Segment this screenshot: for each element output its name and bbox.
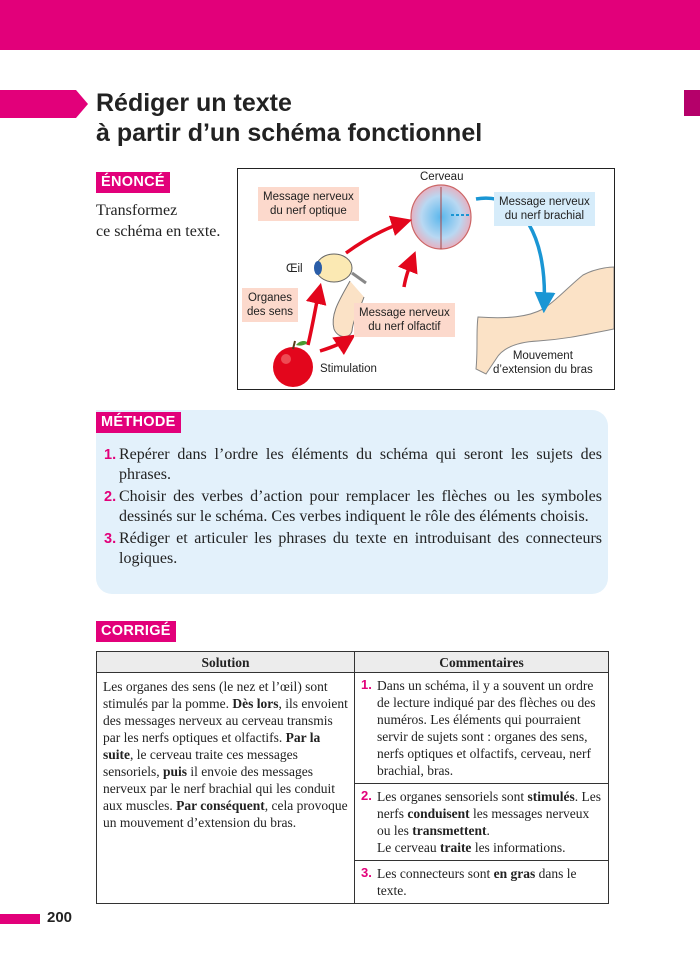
methode-item-number: 1. — [104, 447, 117, 463]
label-oeil: Œil — [286, 263, 303, 275]
solution-text: , cela provoque un mouvement d’extension du bras. — [103, 798, 348, 830]
commentaires-cell — [355, 673, 609, 904]
comment-number: 1. — [361, 677, 372, 692]
header-solution: Solution — [97, 652, 355, 673]
methode-item-text: Rédiger et articuler les phrases du texte en introduisant des connecteurs logiques. — [119, 530, 602, 567]
label-organes — [242, 288, 298, 322]
label-msg-brachial-l1: Message nerveux — [499, 196, 590, 208]
comment-box-3 — [355, 861, 608, 903]
comment-number: 2. — [361, 788, 372, 803]
arrow-nose-to-brain — [404, 255, 414, 287]
solution-cell — [97, 673, 355, 904]
brain-icon — [411, 185, 471, 249]
header-commentaires: Commentaires — [355, 652, 609, 673]
corrige-table — [96, 651, 609, 904]
solution-text: , le cerveau traite ces messages sensoriels, — [103, 747, 298, 779]
comment-box-1 — [355, 673, 608, 784]
methode-item-number: 3. — [104, 531, 117, 547]
methode-item-text: Choisir des verbes d’action pour remplacer les flèches ou les symboles dessinés sur le schéma. Ces verbes indiquent le rôle des éléments choisis. — [119, 488, 602, 525]
connector-bold: Par conséquent — [176, 798, 265, 813]
apple-icon — [273, 341, 313, 387]
label-msg-olfactif-l2: du nerf olfactif — [368, 321, 441, 333]
verb-bold: en gras — [493, 866, 536, 881]
methode-item — [104, 445, 602, 485]
comment-text: dans le texte. — [377, 866, 577, 898]
label-msg-brachial-l2: du nerf brachial — [504, 210, 585, 222]
connector-bold: puis — [163, 764, 188, 779]
label-msg-optique — [258, 187, 359, 221]
comment-box-2 — [355, 784, 608, 861]
methode-item-text: Repérer dans l’ordre les éléments du schéma qui seront les sujets des phrases. — [119, 446, 602, 483]
label-mouvement-l1: Mouvement — [512, 350, 573, 362]
corrige-tag: CORRIGÉ — [96, 621, 176, 642]
arrow-apple-to-nose — [320, 337, 352, 351]
table-header-row — [97, 652, 609, 673]
label-organes-l1: Organes — [247, 292, 293, 304]
enonce-text — [96, 200, 231, 242]
label-organes-l2: des sens — [247, 306, 294, 318]
page-title — [96, 88, 482, 148]
comment-text: Dans un schéma, il y a souvent un ordre de lecture indiqué par des flèches ou des numéros. Les éléments qui pourraient servir de sujets sont : organes des sens, nerfs optiques et olfactifs, cerveau, nerf brachial, bras. — [377, 678, 596, 778]
methode-tag: MÉTHODE — [96, 412, 181, 433]
enonce-line-1: Transformez — [96, 202, 178, 219]
methode-item — [104, 529, 602, 569]
functional-diagram — [237, 168, 615, 390]
label-mouvement — [493, 349, 593, 377]
comment-text: les messages nerveux ou les — [377, 806, 590, 838]
solution-text: il envoie des messages nerveux par le nerf brachial qui les conduit aux muscles. — [103, 764, 336, 813]
verb-bold: conduisent — [407, 806, 470, 821]
methode-item — [104, 487, 602, 527]
right-edge-tab — [684, 90, 700, 116]
top-color-band — [0, 0, 700, 50]
title-line-1: Rédiger un texte — [96, 89, 292, 117]
page-number: 200 — [47, 909, 73, 926]
comment-text: . Les nerfs — [377, 789, 601, 821]
title-arrow-marker — [0, 90, 88, 118]
comment-number: 3. — [361, 865, 372, 880]
title-line-2: à partir d’un schéma fonctionnel — [96, 119, 483, 147]
comment-text: Les connecteurs sont — [377, 866, 494, 881]
connector-bold: Par la suite — [103, 730, 321, 762]
table-row — [97, 673, 609, 904]
verb-bold: stimulés — [527, 789, 575, 804]
solution-text: Les organes des sens (le nez et l’œil) sont stimulés par la pomme. — [103, 679, 328, 711]
connector-bold: Dès lors — [232, 696, 279, 711]
eye-icon — [314, 254, 366, 283]
comment-text: . — [486, 823, 490, 838]
verb-bold: traite — [439, 840, 472, 855]
label-msg-optique-l2: du nerf optique — [270, 205, 347, 217]
label-msg-olfactif — [354, 303, 455, 337]
comment-text: Le cerveau — [377, 840, 440, 855]
enonce-line-2: ce schéma en texte. — [96, 223, 221, 240]
comment-text: les informations. — [471, 840, 566, 855]
comment-text: Les organes sensoriels sont — [377, 789, 528, 804]
enonce-tag: ÉNONCÉ — [96, 172, 170, 193]
footer-color-bar — [0, 914, 40, 924]
label-mouvement-l2: d’extension du bras — [493, 364, 593, 376]
arrow-eye-to-brain — [346, 221, 408, 253]
label-msg-brachial — [494, 192, 595, 226]
methode-list — [104, 445, 602, 571]
label-stimulation: Stimulation — [320, 363, 377, 375]
arrow-apple-to-eye — [308, 287, 320, 345]
label-msg-olfactif-l1: Message nerveux — [359, 307, 450, 319]
solution-text: , ils envoient des messages nerveux au cerveau transmis par les nerfs optiques et olfactifs. — [103, 696, 348, 745]
verb-bold: transmettent — [412, 823, 487, 838]
methode-item-number: 2. — [104, 489, 117, 505]
label-cerveau: Cerveau — [420, 171, 464, 183]
label-msg-optique-l1: Message nerveux — [263, 191, 354, 203]
